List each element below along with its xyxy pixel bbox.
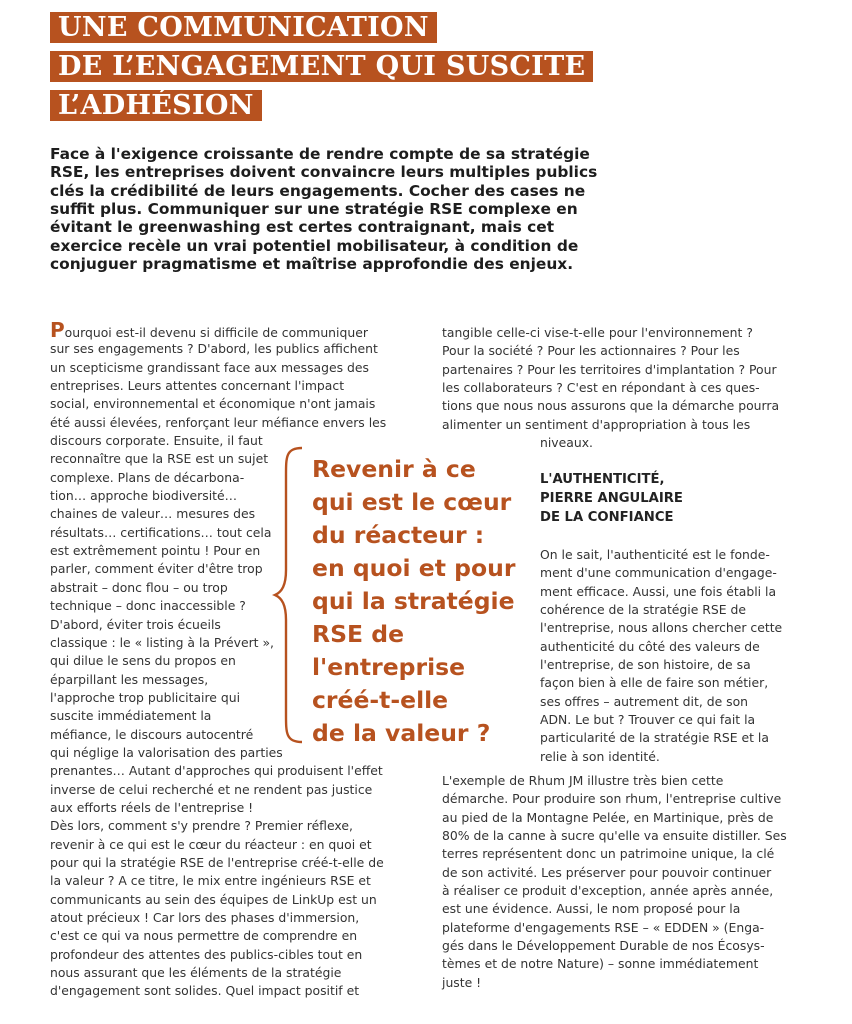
body-text-line: tèmes et de notre Nature) – sonne immédiatement: [442, 956, 759, 972]
body-text-line: ment efficace. Aussi, une fois établi la: [540, 583, 777, 599]
body-text-line: prenantes… Autant d'approches qui produisent l'effet: [50, 763, 383, 779]
body-text-line: authenticité du côté des valeurs de: [540, 638, 760, 654]
body-text-line: terres représentent donc un patrimoine unique, la clé: [442, 846, 775, 862]
body-text-line: ses offres – autrement dit, de son: [540, 693, 749, 709]
body-text-line: profondeur des attentes des publics-cibles tout en: [50, 946, 363, 962]
pull-quote-line: l'entreprise: [312, 653, 466, 681]
body-text-line: alimenter un sentiment d'appropriation à tous les: [442, 416, 751, 432]
body-text-line: nous assurant que les éléments de la stratégie: [50, 965, 342, 981]
intro-line: Face à l'exigence croissante de rendre compte de sa stratégie: [50, 145, 590, 163]
intro-line: clés la crédibilité de leurs engagements. Cocher des cases ne: [50, 181, 586, 200]
first-line: [50, 318, 410, 342]
pull-quote-line: en quoi et pour: [312, 554, 516, 582]
body-text-line: est extrêmement pointu ! Pour en: [50, 543, 261, 559]
body-text-line: gés dans le Développement Durable de nos Écosys-: [442, 938, 765, 954]
body-text-line: juste !: [442, 974, 482, 990]
body-text-line: un scepticisme grandissant face aux messages des: [50, 359, 369, 375]
body-text-line: entreprises. Leurs attentes concernant l'impact: [50, 378, 345, 394]
body-text-line: parler, comment éviter d'être trop: [50, 561, 263, 577]
article-title: [50, 12, 610, 129]
body-text-line: façon bien à elle de faire son métier,: [540, 675, 769, 691]
body-text-line: niveaux.: [540, 435, 593, 451]
body-text-line: reconnaître que la RSE est un sujet: [50, 451, 269, 467]
body-text-line: c'est ce qui va nous permettre de comprendre en: [50, 928, 358, 944]
right-column-top: [442, 324, 802, 452]
subheading-line: PIERRE ANGULAIRE: [540, 491, 683, 506]
body-text-line: Pour la société ? Pour les actionnaires ? Pour les: [442, 343, 740, 359]
body-text-line: de son activité. Les préserver pour pouvoir continuer: [442, 864, 772, 880]
body-text-line: Dès lors, comment s'y prendre ? Premier réflexe,: [50, 818, 353, 834]
intro-line: exercice recèle un vrai potentiel mobilisateur, à condition de: [50, 236, 579, 255]
subheading-line: DE LA CONFIANCE: [540, 510, 674, 525]
body-text-line: tion… approche biodiversité…: [50, 488, 238, 504]
body-text-line: complexe. Plans de décarbona-: [50, 469, 245, 485]
body-text-line: méfiance, le discours autocentré: [50, 726, 254, 742]
body-text-line: chaines de valeur… mesures des: [50, 506, 256, 522]
title-line-3: L’ADHÉSION: [50, 90, 262, 121]
body-text-line: technique – donc inaccessible ?: [50, 598, 246, 614]
body-text-line: pour qui la stratégie RSE de l'entreprise créé-t-elle de: [50, 854, 384, 870]
body-text-line: tangible celle-ci vise-t-elle pour l'environnement ?: [442, 325, 753, 340]
body-text-line: suscite immédiatement la: [50, 708, 212, 724]
body-text-line: l'approche trop publicitaire qui: [50, 689, 241, 705]
body-text-line: relie à son identité.: [540, 748, 660, 764]
body-text-line: qui néglige la valorisation des parties: [50, 744, 283, 760]
body-text-line: qui dilue le sens du propos en: [50, 653, 236, 669]
right-column-bottom: [442, 772, 812, 992]
body-text-line: aux efforts réels de l'entreprise !: [50, 799, 254, 815]
pull-quote-line: RSE de: [312, 620, 405, 648]
intro-line: RSE, les entreprises doivent convaincre leurs multiples publics: [50, 163, 598, 182]
body-text-line: inverse de celui recherché et ne rendent pas justice: [50, 781, 373, 797]
subheading-line: L'AUTHENTICITÉ,: [540, 472, 665, 487]
intro-line: suffit plus. Communiquer sur une stratégie RSE complexe en: [50, 200, 578, 219]
body-text-line: communicants au sein des équipes de LinkUp est un: [50, 891, 377, 907]
body-text-line: abstrait – donc flou – ou trop: [50, 579, 228, 595]
body-text-line: tions que nous nous assurons que la démarche pourra: [442, 398, 780, 414]
body-text-line: résultats… certifications… tout cela: [50, 524, 272, 540]
body-text-line: d'engagement sont solides. Quel impact positif et: [50, 983, 360, 999]
body-text-line: au pied de la Montagne Pelée, en Martinique, près de: [442, 809, 774, 825]
body-text-line: L'exemple de Rhum JM illustre très bien cette: [442, 773, 724, 788]
body-text-line: discours corporate. Ensuite, il faut: [50, 433, 263, 449]
body-text-line: la valeur ? A ce titre, le mix entre ingénieurs RSE et: [50, 873, 371, 889]
intro-paragraph: [50, 144, 598, 272]
body-text-line: social, environnemental et économique n'ont jamais: [50, 396, 376, 412]
curly-brace-icon: [272, 445, 306, 745]
pull-quote-line: du réacteur :: [312, 521, 485, 549]
intro-line: évitant le greenwashing est certes contraignant, mais cet: [50, 218, 555, 237]
pull-quote-line: de la valeur ?: [312, 719, 491, 747]
body-text-line: l'entreprise, nous allons chercher cette: [540, 620, 783, 636]
body-text-line: D'abord, éviter trois écueils: [50, 616, 221, 632]
body-text-line: ment d'une communication d'engage-: [540, 565, 777, 581]
pull-quote-line: créé-t-elle: [312, 686, 449, 714]
body-text-line: été aussi élevées, renforçant leur méfiance envers les: [50, 414, 387, 430]
body-text-line: est une évidence. Aussi, le nom proposé pour la: [442, 901, 741, 917]
first-line-text: ourquoi est-il devenu si difficile de communiquer: [64, 325, 368, 340]
body-text-line: démarche. Pour produire son rhum, l'entreprise cultive: [442, 791, 782, 807]
body-text-line: éparpillant les messages,: [50, 671, 209, 687]
section-subheading: [540, 470, 740, 527]
body-text-line: l'entreprise, de son histoire, de sa: [540, 657, 751, 673]
body-text-line: sur ses engagements ? D'abord, les publics affichent: [50, 341, 378, 357]
body-text-line: plateforme d'engagements RSE – « EDDEN » (Enga-: [442, 919, 765, 935]
body-text-line: à réaliser ce produit d'exception, année après année,: [442, 883, 774, 899]
body-text-line: partenaires ? Pour les territoires d'implantation ? Pour: [442, 361, 777, 377]
body-text-line: ADN. Le but ? Trouver ce qui fait la: [540, 712, 756, 728]
body-text-line: revenir à ce qui est le cœur du réacteur : en quoi et: [50, 836, 372, 852]
title-line-2: DE L’ENGAGEMENT QUI SUSCITE: [50, 51, 593, 82]
intro-line: conjuguer pragmatisme et maîtrise approfondie des enjeux.: [50, 255, 574, 274]
body-text-line: cohérence de la stratégie RSE de: [540, 602, 747, 618]
title-line-1: UNE COMMUNICATION: [50, 12, 437, 43]
pull-quote-line: Revenir à ce: [312, 455, 476, 483]
pull-quote-line: qui est le cœur: [312, 488, 512, 516]
body-text-line: atout précieux ! Car lors des phases d'immersion,: [50, 910, 360, 925]
drop-cap: P: [50, 318, 65, 342]
pull-quote: [312, 453, 537, 750]
body-text-line: classique : le « listing à la Prévert »,: [50, 634, 274, 650]
right-column-middle: [540, 546, 810, 766]
body-text-line: particularité de la stratégie RSE et la: [540, 730, 769, 746]
body-text-line: les collaborateurs ? C'est en répondant à ces ques-: [442, 380, 760, 396]
body-text-line: On le sait, l'authenticité est le fonde-: [540, 547, 770, 562]
body-text-line: 80% de la canne à sucre qu'elle va ensuite distiller. Ses: [442, 828, 787, 844]
pull-quote-line: qui la stratégie: [312, 587, 515, 615]
